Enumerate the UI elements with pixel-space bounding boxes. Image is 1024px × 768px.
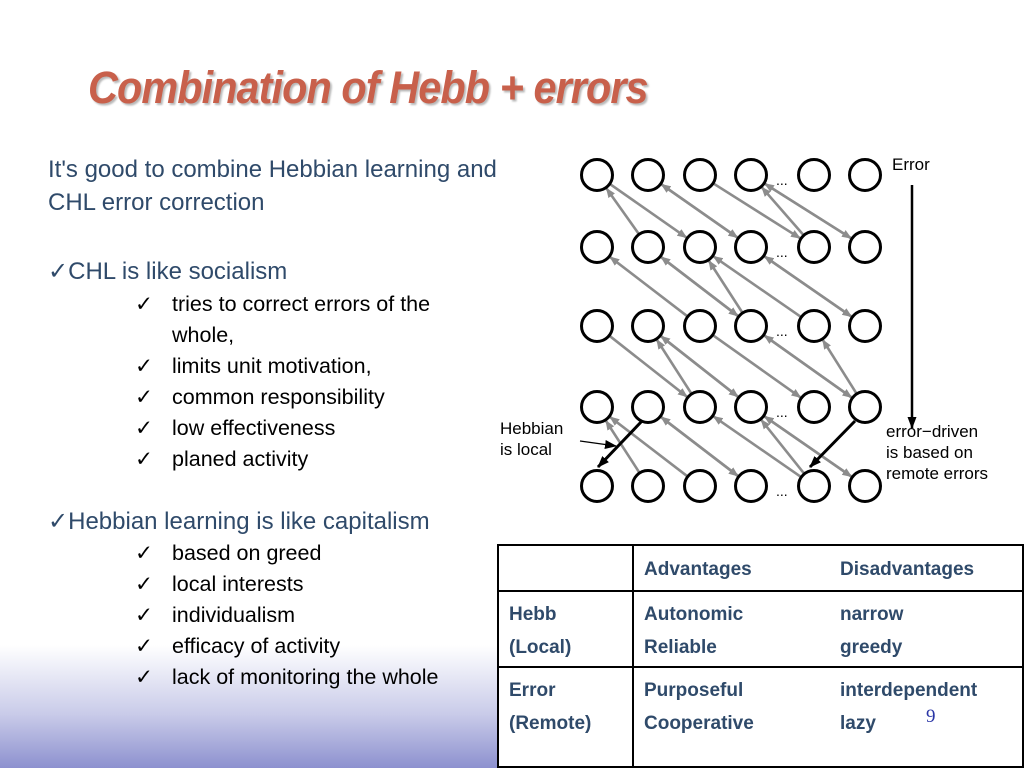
unit-node: [736, 392, 767, 423]
unit-node: [736, 311, 767, 342]
check-icon: ✓: [48, 508, 69, 535]
list-item-continuation: [135, 320, 430, 351]
list-item: [135, 538, 439, 569]
row-label-line2: (Local): [509, 637, 572, 658]
unit-node: [685, 232, 716, 263]
unit-node: [633, 471, 664, 502]
table-header-row: [498, 545, 1023, 591]
hebbian-pointer-arrow: [580, 441, 616, 446]
list-item: [135, 569, 439, 600]
connection-arrow: [823, 340, 856, 393]
list-item: [135, 662, 439, 693]
section-heading-text: CHL is like socialism: [68, 258, 288, 285]
section-heading-text: Hebbian learning is like capitalism: [68, 508, 430, 535]
layer-ellipsis: ...: [776, 404, 788, 420]
unit-node: [685, 471, 716, 502]
list-item: [135, 444, 430, 475]
capitalism-bullet-list: [135, 538, 439, 693]
unit-node: [633, 311, 664, 342]
list-item-text: whole,: [172, 323, 235, 347]
connection-arrow: [765, 416, 852, 476]
layer-ellipsis: ...: [776, 323, 788, 339]
table-header-cell: [633, 545, 1023, 591]
error-driven-label-line2: is based on: [886, 443, 973, 462]
layer-ellipsis: ...: [776, 172, 788, 188]
disadvantage-value: interdependent: [840, 680, 978, 701]
table-row: [498, 667, 1023, 767]
row-label-line1: Error: [509, 680, 556, 701]
unit-node: [736, 160, 767, 191]
list-item-text: local interests: [172, 572, 304, 596]
table-row: [498, 591, 1023, 667]
unit-node: [799, 160, 830, 191]
unit-node: [799, 311, 830, 342]
unit-node: [799, 471, 830, 502]
check-icon: ✓: [135, 665, 154, 689]
list-item: [135, 631, 439, 662]
unit-node: [633, 160, 664, 191]
unit-node: [685, 311, 716, 342]
disadvantage-value: greedy: [840, 637, 903, 658]
check-icon: ✓: [135, 447, 154, 471]
list-item: [135, 289, 430, 320]
check-icon: ✓: [135, 354, 154, 378]
row-label-line1: Hebb: [509, 604, 557, 625]
row-label-cell: [498, 591, 633, 667]
hebbian-label-line2: is local: [500, 440, 552, 459]
error-driven-label-line3: remote errors: [886, 464, 989, 483]
unit-node: [582, 311, 613, 342]
connection-arrow: [607, 188, 639, 233]
unit-node: [850, 311, 881, 342]
unit-node: [736, 471, 767, 502]
unit-node: [685, 160, 716, 191]
list-item: [135, 413, 430, 444]
unit-node: [850, 160, 881, 191]
advantage-value: Purposeful: [644, 680, 744, 701]
row-label-line2: (Remote): [509, 713, 592, 734]
row-label-cell: [498, 667, 633, 767]
error-driven-label-line1: error−driven: [886, 422, 979, 441]
connection-arrow: [610, 257, 687, 316]
disadvantage-value: narrow: [840, 604, 904, 625]
unit-node: [850, 471, 881, 502]
check-icon: ✓: [135, 572, 154, 596]
error-driven-learning-arrow: [810, 421, 855, 467]
row-values-cell: [633, 667, 1023, 767]
unit-node: [850, 392, 881, 423]
page-number: 9: [926, 706, 936, 727]
advantage-value: Cooperative: [644, 713, 754, 734]
advantages-header: Advantages: [644, 559, 752, 580]
list-item-text: lack of monitoring the whole: [172, 665, 439, 689]
comparison-table: [497, 544, 1024, 768]
hebbian-label-line1: Hebbian: [500, 419, 564, 438]
row-values-cell: [633, 591, 1023, 667]
unit-node: [582, 160, 613, 191]
check-icon: ✓: [135, 385, 154, 409]
list-item-text: efficacy of activity: [172, 634, 341, 658]
network-diagram: [496, 145, 1024, 515]
check-icon: ✓: [48, 258, 69, 285]
check-icon: ✓: [135, 416, 154, 440]
layer-ellipsis: ...: [776, 244, 788, 260]
unit-node: [736, 232, 767, 263]
check-icon: ✓: [135, 541, 154, 565]
table-header-empty: [498, 545, 633, 591]
section-heading-socialism: [48, 257, 287, 286]
list-item-text: low effectiveness: [172, 416, 336, 440]
slide-title: Combination of Hebb + errors: [88, 62, 648, 113]
unit-node: [850, 232, 881, 263]
list-item-text: individualism: [172, 603, 296, 627]
connection-arrow: [765, 184, 851, 238]
list-item-text: planed activity: [172, 447, 309, 471]
socialism-bullet-list: [135, 289, 430, 475]
list-item-text: common responsibility: [172, 385, 385, 409]
unit-node: [799, 232, 830, 263]
error-label: Error: [892, 155, 930, 174]
unit-node: [633, 232, 664, 263]
check-icon: ✓: [135, 292, 154, 316]
list-item: [135, 382, 430, 413]
disadvantages-header: Disadvantages: [840, 559, 975, 580]
list-item-text: tries to correct errors of the: [172, 292, 431, 316]
unit-node: [582, 232, 613, 263]
advantage-value: Reliable: [644, 637, 717, 658]
section-heading-capitalism: [48, 507, 430, 536]
list-item-text: based on greed: [172, 541, 322, 565]
unit-node: [582, 392, 613, 423]
connection-arrow: [765, 256, 852, 316]
unit-node: [685, 392, 716, 423]
list-item: [135, 600, 439, 631]
unit-node: [633, 392, 664, 423]
layer-ellipsis: ...: [776, 483, 788, 499]
disadvantage-value: lazy: [840, 713, 876, 734]
advantage-value: Autonomic: [644, 604, 744, 625]
list-item-text: limits unit motivation,: [172, 354, 372, 378]
check-icon: ✓: [135, 634, 154, 658]
unit-node: [582, 471, 613, 502]
intro-text: It's good to combine Hebbian learning and CHL error correction: [48, 156, 497, 216]
connection-arrow: [709, 261, 742, 312]
unit-node: [799, 392, 830, 423]
check-icon: ✓: [135, 603, 154, 627]
list-item: [135, 351, 430, 382]
